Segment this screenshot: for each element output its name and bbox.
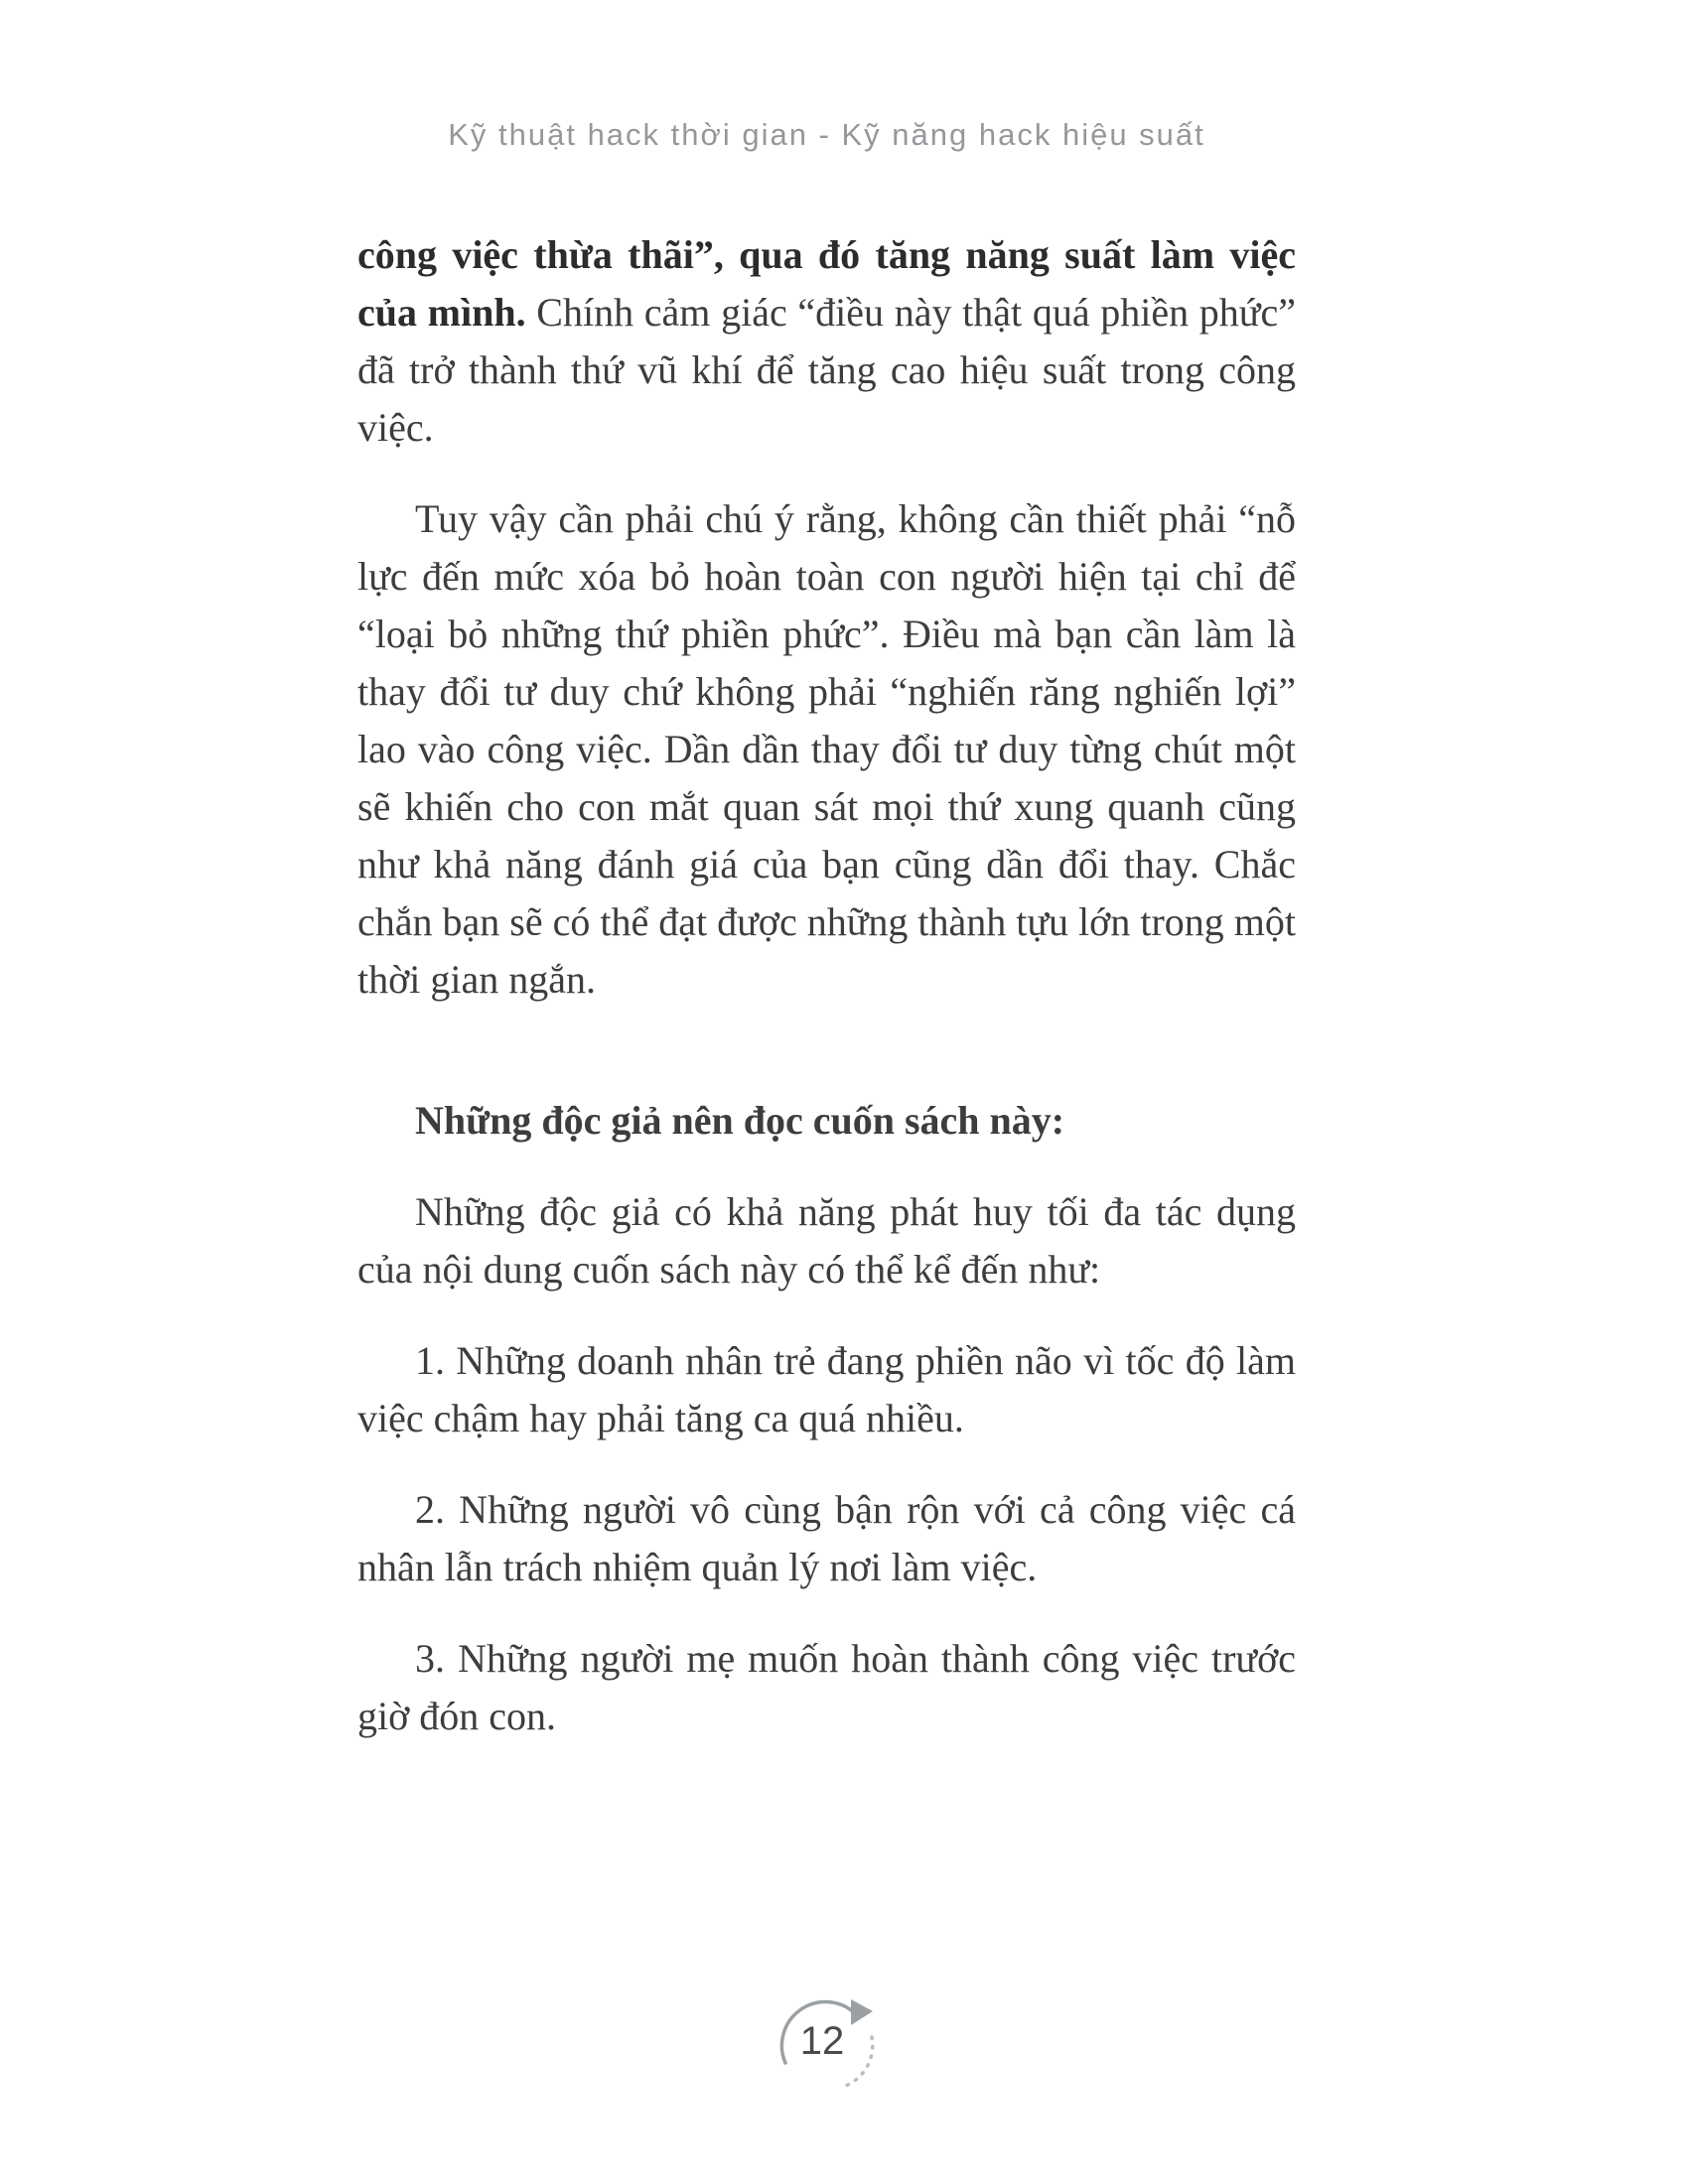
paragraph: Những độc giả có khả năng phát huy tối đa tác dụng của nội dung cuốn sách này có thể kể đến như: xyxy=(357,1189,1296,1292)
paragraph-bold-lead: công việc thừa thãi”, qua đó tăng năng suất làm việc của mình. xyxy=(357,232,1296,335)
paragraph: Tuy vậy cần phải chú ý rằng, không cần thiết phải “nỗ lực đến mức xóa bỏ hoàn toàn con người hiện tại chỉ để “loại bỏ những thứ phiền phức”. Điều mà bạn cần làm là thay đổi tư duy chứ không phải “nghiến răng nghiến lợi” lao vào công việc. Dần dần thay đổi tư duy từng chút một sẽ khiến cho con mắt quan sát mọi thứ xung quanh cũng như khả năng đánh giá của bạn cũng dần đổi thay. Chắc chắn bạn sẽ có thể đạt được những thành tựu lớn trong một thời gian ngắn. xyxy=(357,496,1296,1002)
page-number: 12 xyxy=(799,2019,845,2063)
text-block xyxy=(357,226,1296,1779)
list-item: 1. Những doanh nhân trẻ đang phiền não vì tốc độ làm việc chậm hay phải tăng ca quá nhiều. xyxy=(357,1338,1296,1440)
section-heading: Những độc giả nên đọc cuốn sách này: xyxy=(415,1098,1065,1143)
paragraph-continuation xyxy=(357,226,1296,457)
list-item: 3. Những người mẹ muốn hoàn thành công việc trước giờ đón con. xyxy=(357,1636,1296,1738)
paragraph-rest: Chính cảm giác “điều này thật quá phiền phức” đã trở thành thứ vũ khí để tăng cao hiệu suất trong công việc. xyxy=(357,290,1296,450)
list-item: 2. Những người vô cùng bận rộn với cả công việc cá nhân lẫn trách nhiệm quản lý nơi làm việc. xyxy=(357,1487,1296,1589)
running-header: Kỹ thuật hack thời gian - Kỹ năng hack hiệu suất xyxy=(448,117,1205,152)
page-footer xyxy=(768,1985,891,2109)
